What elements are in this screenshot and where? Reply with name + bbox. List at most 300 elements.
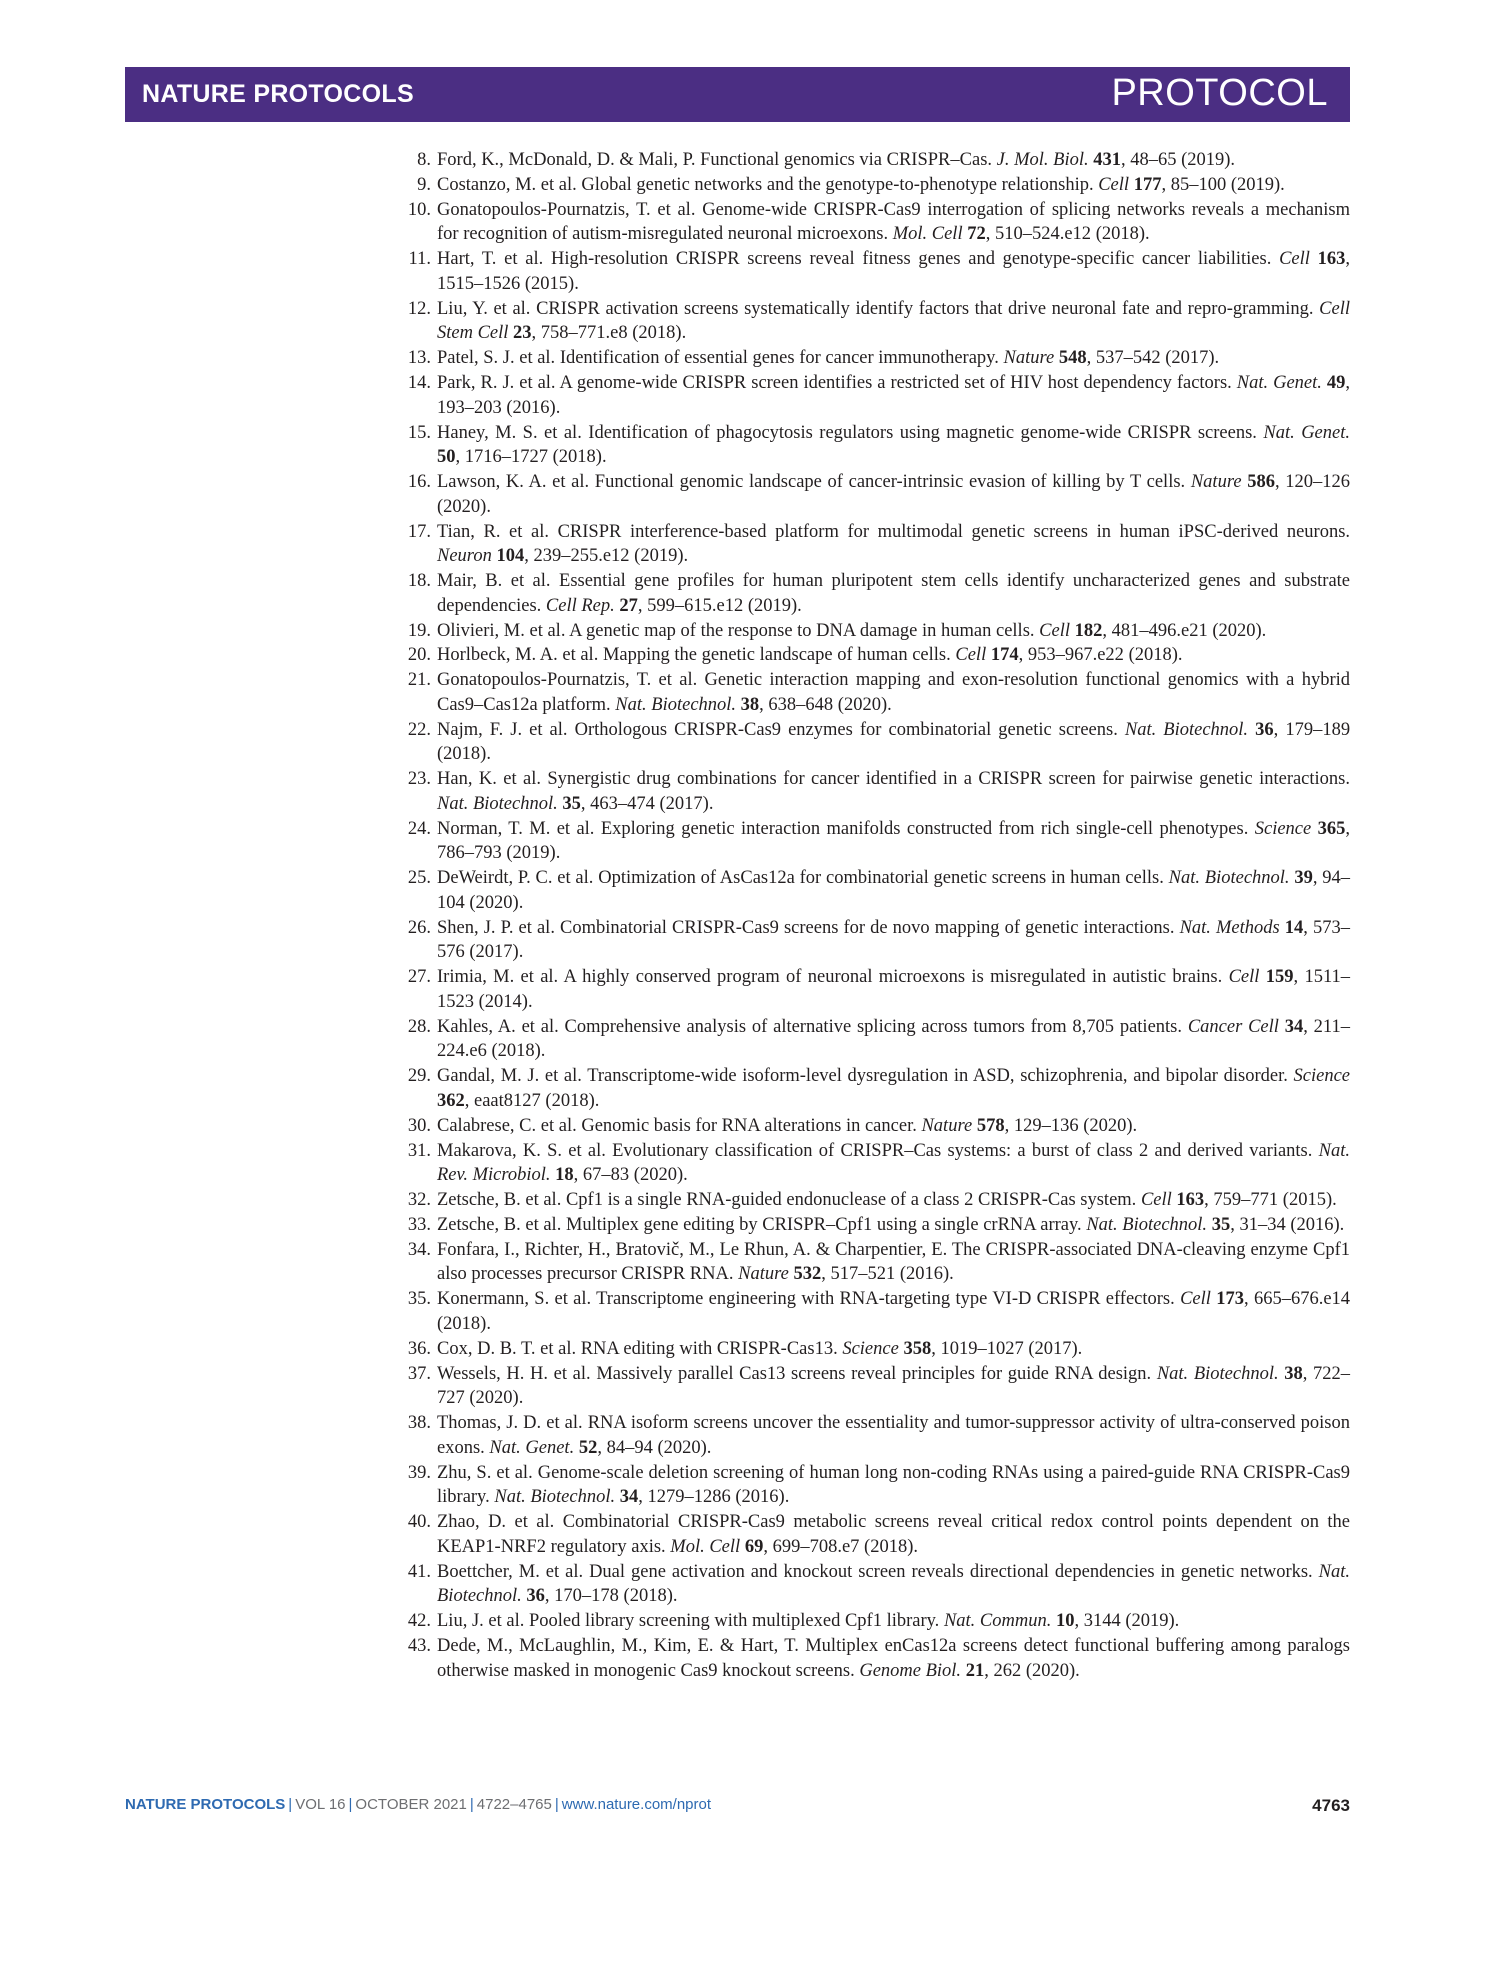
reference-year: (2014). [478, 991, 533, 1012]
reference-year: (2020). [657, 1437, 712, 1458]
reference-title: Transcriptome engineering with RNA-targeting type VI-D CRISPR effectors. [596, 1289, 1175, 1310]
reference-year: (2019). [1181, 150, 1236, 170]
reference-item: 8. Ford, K., McDonald, D. & Mali, P. Functional genomics via CRISPR–Cas. J. Mol. Biol. 431, 48–65 (2019). [411, 148, 1350, 173]
reference-title: A genetic map of the response to DNA damage in human cells. [569, 620, 1035, 641]
reference-number: 35. [407, 1289, 431, 1310]
reference-number: 28. [407, 1016, 431, 1037]
reference-volume: 163 [1176, 1190, 1205, 1211]
reference-number: 11. [408, 249, 431, 270]
reference-number: 12. [407, 298, 431, 319]
reference-authors: Cox, D. B. T. et al. [437, 1338, 577, 1359]
reference-volume: 10 [1055, 1611, 1075, 1632]
reference-pages: 953–967.e22 [1027, 645, 1124, 666]
reference-volume: 532 [793, 1264, 822, 1285]
reference-year: (2017). [1165, 348, 1220, 369]
reference-journal: Nat. Biotechnol. [437, 793, 558, 814]
reference-volume: 34 [1284, 1016, 1304, 1037]
reference-journal: Cell [1279, 249, 1310, 270]
reference-number: 23. [407, 769, 431, 790]
reference-item: 27. Irimia, M. et al. A highly conserved program of neuronal microexons is misregulated in autistic brains. Cell 159, 1511–1523 (2014). [411, 965, 1350, 1014]
reference-journal: Science [1254, 818, 1312, 839]
reference-pages: 179–189 [1285, 719, 1351, 740]
reference-authors: Wessels, H. H. et al. [437, 1363, 591, 1384]
reference-item: 23. Han, K. et al. Synergistic drug combinations for cancer identified in a CRISPR screen for pairwise genetic interactions. Nat. Biotechnol. 35, 463–474 (2017). [411, 767, 1350, 816]
reference-number: 15. [407, 422, 431, 443]
reference-pages: 3144 [1083, 1611, 1121, 1632]
reference-authors: Makarova, K. S. et al. [437, 1140, 606, 1161]
reference-authors: Costanzo, M. et al. [437, 174, 577, 195]
footer-separator: | [469, 1796, 474, 1813]
reference-volume: 36 [1255, 719, 1274, 740]
reference-volume: 35 [1211, 1214, 1231, 1235]
header-bar [125, 67, 1350, 122]
reference-authors: Shen, J. P. et al. [437, 917, 555, 938]
reference-year: (2017). [659, 793, 714, 814]
reference-title: Essential gene profiles for human pluripotent stem cells identify uncharacterized genes and substrate dependencies. [437, 571, 1351, 616]
reference-number: 24. [407, 818, 431, 839]
reference-pages: 84–94 [606, 1437, 653, 1458]
reference-journal: Nat. Biotechnol. [1168, 868, 1290, 889]
reference-item: 37. Wessels, H. H. et al. Massively parallel Cas13 screens reveal principles for guide RNA design. Nat. Biotechnol. 38, 722–727 (2020). [411, 1362, 1350, 1411]
reference-pages: 1515–1526 [437, 273, 521, 294]
reference-volume: 36 [526, 1586, 545, 1607]
reference-pages: 537–542 [1095, 348, 1161, 369]
reference-volume: 39 [1294, 868, 1313, 889]
reference-title: RNA editing with CRISPR-Cas13. [580, 1338, 838, 1359]
reference-authors: Lawson, K. A. et al. [437, 472, 590, 493]
reference-pages: 211–224.e6 [437, 1016, 1350, 1062]
reference-item: 41. Boettcher, M. et al. Dual gene activation and knockout screen reveals directional dependencies in genetic networks. Nat. Biotechnol. 36, 170–178 (2018). [411, 1560, 1350, 1609]
reference-authors: Liu, J. et al. [437, 1611, 525, 1632]
reference-pages: 1279–1286 [647, 1487, 731, 1508]
reference-year: (2017). [1028, 1338, 1083, 1359]
reference-volume: 35 [562, 793, 581, 814]
reference-item: 9. Costanzo, M. et al. Global genetic networks and the genotype-to-phenotype relationship. Cell 177, 85–100 (2019). [411, 173, 1350, 198]
reference-authors: Mair, B. et al. [437, 571, 551, 592]
footer-pages: 4722–4765 [476, 1796, 552, 1813]
reference-item: 25. DeWeirdt, P. C. et al. Optimization of AsCas12a for combinatorial genetic screens in human cells. Nat. Biotechnol. 39, 94–104 (2020). [411, 866, 1350, 915]
reference-authors: Gonatopoulos-Pournatzis, T. et al. [437, 670, 698, 691]
reference-title: Transcriptome-wide isoform-level dysregulation in ASD, schizophrenia, and bipolar disorder. [587, 1066, 1288, 1087]
reference-journal: Cell Rep. [545, 595, 615, 616]
reference-item: 24. Norman, T. M. et al. Exploring genetic interaction manifolds constructed from rich single-cell phenotypes. Science 365, 786–793 (2019). [411, 817, 1350, 866]
reference-year: (2018). [552, 447, 607, 468]
reference-number: 31. [407, 1140, 431, 1161]
reference-volume: 52 [578, 1437, 598, 1458]
journal-name: NATURE PROTOCOLS [142, 80, 414, 108]
reference-title: Dual gene activation and knockout screen reveals directional dependencies in genetic networks. [589, 1561, 1313, 1582]
reference-pages: 1511–1523 [437, 967, 1351, 1012]
reference-pages: 262 [993, 1660, 1022, 1681]
reference-authors: Thomas, J. D. et al. [437, 1413, 583, 1434]
reference-journal: Nat. Commun. [943, 1611, 1052, 1632]
reference-volume: 34 [619, 1487, 639, 1508]
reference-authors: Norman, T. M. et al. [437, 818, 595, 839]
reference-journal: Nat. Biotechnol. [1124, 719, 1249, 740]
reference-authors: DeWeirdt, P. C. et al. [437, 868, 594, 889]
reference-pages: 94–104 [437, 868, 1351, 913]
reference-title: CRISPR interference-based platform for multimodal genetic screens in human iPSC-derived neurons. [557, 521, 1351, 542]
page-number: 4763 [1312, 1796, 1350, 1815]
reference-volume: 586 [1247, 472, 1275, 493]
reference-number: 21. [407, 670, 431, 691]
reference-volume: 365 [1317, 818, 1346, 839]
reference-authors: Horlbeck, M. A. et al. [437, 645, 599, 666]
reference-number: 33. [407, 1214, 431, 1235]
reference-item: 40. Zhao, D. et al. Combinatorial CRISPR-Cas9 metabolic screens reveal critical redox control points dependent on the KEAP1-NRF2 regulatory axis. Mol. Cell 69, 699–708.e7 (2018). [411, 1510, 1350, 1559]
reference-title: High-resolution CRISPR screens reveal fitness genes and genotype-specific cancer liabilities. [550, 249, 1272, 270]
reference-authors: Liu, Y. et al. [437, 298, 531, 319]
reference-number: 43. [407, 1636, 431, 1657]
article-type: PROTOCOL [1111, 72, 1328, 114]
reference-volume: 173 [1216, 1289, 1244, 1310]
reference-volume: 358 [903, 1338, 932, 1359]
reference-number: 41. [407, 1561, 431, 1582]
reference-item: 36. Cox, D. B. T. et al. RNA editing with CRISPR-Cas13. Science 358, 1019–1027 (2017). [411, 1337, 1350, 1362]
reference-number: 20. [407, 645, 431, 666]
reference-journal: Neuron [437, 546, 492, 567]
reference-title: Multiplex gene editing by CRISPR–Cpf1 using a single crRNA array. [565, 1214, 1082, 1235]
reference-volume: 69 [744, 1536, 764, 1557]
footer-url-link[interactable]: www.nature.com/nprot [561, 1796, 712, 1813]
reference-volume: 159 [1265, 967, 1294, 988]
reference-journal: Cell [1140, 1190, 1172, 1211]
reference-authors: Park, R. J. et al. [437, 373, 556, 394]
reference-pages: 759–771 [1213, 1190, 1279, 1211]
footer-volume: VOL 16 [295, 1796, 346, 1813]
reference-number: 25. [407, 868, 431, 889]
reference-pages: 120–126 [1285, 472, 1351, 493]
reference-volume: 431 [1093, 150, 1121, 170]
reference-year: (2019). [1125, 1611, 1180, 1632]
reference-title: Combinatorial CRISPR-Cas9 metabolic screens reveal critical redox control points dependent on the KEAP1-NRF2 regulatory axis. [437, 1512, 1351, 1557]
reference-pages: 786–793 [437, 843, 502, 864]
reference-pages: 48–65 [1130, 150, 1177, 170]
reference-item: 33. Zetsche, B. et al. Multiplex gene editing by CRISPR–Cpf1 using a single crRNA array. Nat. Biotechnol. 35, 31–34 (2016). [411, 1213, 1350, 1238]
reference-number: 36. [407, 1338, 431, 1359]
reference-year: (2018). [437, 744, 491, 765]
reference-volume: 38 [740, 694, 760, 715]
reference-year: (2020). [837, 694, 892, 715]
reference-pages: 129–136 [1013, 1115, 1079, 1136]
reference-title: Combinatorial CRISPR-Cas9 screens for de novo mapping of genetic interactions. [560, 917, 1175, 938]
reference-number: 37. [407, 1363, 431, 1384]
reference-item: 20. Horlbeck, M. A. et al. Mapping the genetic landscape of human cells. Cell 174, 953–967.e22 (2018). [411, 643, 1350, 668]
reference-number: 42. [407, 1611, 431, 1632]
reference-year: (2020). [1083, 1115, 1138, 1136]
reference-authors: Boettcher, M. et al. [437, 1561, 584, 1582]
reference-authors: Ford, K., McDonald, D. & Mali, P. [437, 150, 696, 170]
reference-authors: Irimia, M. et al. [437, 967, 559, 988]
reference-year: (2017). [469, 942, 524, 963]
reference-item: 38. Thomas, J. D. et al. RNA isoform screens uncover the essentiality and tumor-suppressor activity of ultra-conserved poison exons. Nat. Genet. 52, 84–94 (2020). [411, 1411, 1350, 1460]
reference-year: (2019). [634, 546, 689, 567]
reference-number: 30. [407, 1115, 431, 1136]
reference-number: 14. [407, 373, 431, 394]
reference-pages: 239–255.e12 [533, 546, 630, 567]
reference-item: 29. Gandal, M. J. et al. Transcriptome-wide isoform-level dysregulation in ASD, schizophrenia, and bipolar disorder. Science 362, eaat8127 (2018). [411, 1064, 1350, 1113]
reference-volume: 21 [965, 1660, 985, 1681]
reference-volume: 578 [976, 1115, 1005, 1136]
reference-authors: Kahles, A. et al. [437, 1016, 559, 1037]
reference-journal: Mol. Cell [892, 224, 963, 245]
reference-pages: 517–521 [830, 1264, 896, 1285]
footer-date: OCTOBER 2021 [355, 1796, 467, 1813]
reference-item: 17. Tian, R. et al. CRISPR interference-based platform for multimodal genetic screens in human iPSC-derived neurons. Neuron 104, 239–255.e12 (2019). [411, 520, 1350, 569]
reference-item: 15. Haney, M. S. et al. Identification of phagocytosis regulators using magnetic genome-wide CRISPR screens. Nat. Genet. 50, 1716–1727 (2018). [411, 421, 1350, 470]
reference-title: Genomic basis for RNA alterations in cancer. [581, 1115, 917, 1136]
reference-year: (2016). [735, 1487, 790, 1508]
reference-volume: 38 [1284, 1363, 1303, 1384]
reference-year: (2018). [632, 323, 687, 344]
reference-journal: Nat. Rev. Microbiol. [437, 1140, 1350, 1186]
reference-journal: Nat. Biotechnol. [437, 1561, 1351, 1607]
reference-list [407, 148, 1351, 1684]
reference-number: 29. [407, 1066, 431, 1087]
reference-item: 10. Gonatopoulos-Pournatzis, T. et al. Genome-wide CRISPR-Cas9 interrogation of splicing networks reveals a mechanism for recognition of autism-misregulated neuronal microexons. Mol. Cell 72, 510–524.e12 (2018). [411, 198, 1350, 247]
reference-number: 39. [407, 1462, 431, 1483]
reference-title: Orthologous CRISPR-Cas9 enzymes for combinatorial genetic screens. [574, 719, 1118, 740]
reference-authors: Zhao, D. et al. [437, 1512, 555, 1533]
reference-journal: Cell [1039, 620, 1070, 641]
reference-journal: Cell [1228, 967, 1260, 988]
reference-number: 40. [407, 1512, 431, 1533]
reference-year: (2018). [864, 1536, 918, 1557]
reference-pages: 481–496.e21 [1111, 620, 1208, 641]
reference-volume: 548 [1058, 348, 1087, 369]
reference-title: The CRISPR-associated DNA-cleaving enzyme Cpf1 also processes precursor CRISPR RNA. [437, 1239, 1350, 1285]
footer-separator: | [288, 1796, 293, 1813]
reference-title: Synergistic drug combinations for cancer identified in a CRISPR screen for pairwise genetic interactions. [547, 769, 1351, 790]
reference-pages: 665–676.e14 [1253, 1289, 1351, 1310]
reference-authors: Zhu, S. et al. [437, 1462, 533, 1483]
reference-authors: Olivieri, M. et al. [437, 620, 566, 641]
reference-number: 38. [407, 1413, 431, 1434]
reference-pages: 722–727 [437, 1363, 1351, 1409]
reference-authors: Najm, F. J. et al. [437, 719, 568, 740]
reference-volume: 182 [1074, 620, 1103, 641]
reference-year: (2018). [1095, 224, 1150, 245]
reference-pages: 31–34 [1239, 1214, 1286, 1235]
reference-year: (2018). [437, 1313, 491, 1334]
reference-journal: Nat. Biotechnol. [615, 694, 737, 715]
reference-title: Functional genomic landscape of cancer-intrinsic evasion of killing by T cells. [594, 472, 1186, 493]
reference-title: Identification of phagocytosis regulators using magnetic genome-wide CRISPR screens. [588, 422, 1257, 443]
reference-title: Evolutionary classification of CRISPR–Cas systems: a burst of class 2 and derived variants. [612, 1140, 1313, 1161]
reference-title: Genetic interaction mapping and exon-resolution functional genomics with a hybrid Cas9–Cas12a platform. [437, 670, 1350, 715]
reference-volume: 163 [1317, 249, 1346, 270]
reference-item: 11. Hart, T. et al. High-resolution CRISPR screens reveal fitness genes and genotype-specific cancer liabilities. Cell 163, 1515–1526 (2015). [411, 247, 1350, 296]
reference-authors: Calabrese, C. et al. [437, 1115, 577, 1136]
reference-number: 9. [417, 174, 431, 195]
reference-journal: Cell Stem Cell [437, 298, 1351, 344]
reference-pages: 1019–1027 [940, 1338, 1024, 1359]
reference-number: 13. [407, 348, 431, 369]
reference-journal: J. Mol. Biol. [996, 150, 1089, 170]
reference-pages: 463–474 [590, 793, 655, 814]
reference-item: 31. Makarova, K. S. et al. Evolutionary classification of CRISPR–Cas systems: a burst of class 2 and derived variants. Nat. Rev. Microbiol. 18, 67–83 (2020). [411, 1139, 1350, 1188]
reference-year: (2018). [491, 1041, 546, 1062]
reference-item: 21. Gonatopoulos-Pournatzis, T. et al. Genetic interaction mapping and exon-resolution functional genomics with a hybrid Cas9–Cas12a platform. Nat. Biotechnol. 38, 638–648 (2020). [411, 668, 1350, 717]
footer-separator: | [554, 1796, 559, 1813]
reference-number: 19. [407, 620, 431, 641]
reference-item: 22. Najm, F. J. et al. Orthologous CRISPR-Cas9 enzymes for combinatorial genetic screens. Nat. Biotechnol. 36, 179–189 (2018). [411, 718, 1350, 767]
reference-volume: 23 [513, 323, 532, 344]
reference-journal: Science [1293, 1066, 1351, 1087]
reference-item: 42. Liu, J. et al. Pooled library screening with multiplexed Cpf1 library. Nat. Commun. 10, 3144 (2019). [411, 1609, 1350, 1634]
reference-title: Pooled library screening with multiplexed Cpf1 library. [528, 1611, 940, 1632]
reference-volume: 18 [555, 1165, 574, 1186]
reference-volume: 177 [1133, 174, 1162, 195]
reference-journal: Nature [921, 1115, 973, 1136]
reference-volume: 72 [967, 224, 986, 245]
reference-journal: Science [842, 1338, 899, 1359]
reference-journal: Cell [955, 645, 987, 666]
reference-year: (2020). [1212, 620, 1267, 641]
reference-item: 16. Lawson, K. A. et al. Functional genomic landscape of cancer-intrinsic evasion of killing by T cells. Nature 586, 120–126 (2020). [411, 470, 1350, 519]
reference-number: 22. [407, 719, 431, 740]
reference-pages: 573–576 [437, 917, 1350, 963]
reference-number: 8. [417, 150, 431, 170]
reference-title: Cpf1 is a single RNA-guided endonuclease of a class 2 CRISPR-Cas system. [565, 1190, 1137, 1211]
reference-pages: 67–83 [582, 1165, 630, 1186]
reference-journal: Cancer Cell [1187, 1016, 1279, 1037]
reference-journal: Nat. Genet. [1263, 422, 1350, 443]
reference-item: 30. Calabrese, C. et al. Genomic basis for RNA alterations in cancer. Nature 578, 129–136 (2020). [411, 1114, 1350, 1139]
reference-pages: 193–203 [437, 397, 502, 418]
reference-journal: Nat. Methods [1179, 917, 1280, 938]
reference-volume: 49 [1326, 373, 1346, 394]
reference-year: (2020). [633, 1165, 688, 1186]
reference-authors: Haney, M. S. et al. [437, 422, 582, 443]
reference-title: Mapping the genetic landscape of human cells. [602, 645, 951, 666]
reference-year: (2016). [899, 1264, 954, 1285]
reference-volume: 27 [619, 595, 638, 616]
reference-authors: Zetsche, B. et al. [437, 1214, 562, 1235]
reference-number: 34. [407, 1239, 431, 1260]
reference-year: (2018). [545, 1090, 600, 1111]
reference-journal: Nat. Genet. [1236, 373, 1322, 394]
reference-number: 10. [407, 199, 431, 220]
reference-journal: Nat. Biotechnol. [1156, 1363, 1279, 1384]
reference-title: Genome-wide CRISPR-Cas9 interrogation of splicing networks reveals a mechanism for recognition of autism-misregulated neuronal microexons. [437, 199, 1351, 245]
reference-title: Identification of essential genes for cancer immunotherapy. [559, 348, 999, 369]
reference-item: 12. Liu, Y. et al. CRISPR activation screens systematically identify factors that drive neuronal fate and repro-gramming. Cell Stem Cell 23, 758–771.e8 (2018). [411, 297, 1350, 346]
reference-year: (2020). [437, 496, 491, 517]
reference-journal: Nat. Genet. [489, 1437, 575, 1458]
reference-journal: Mol. Cell [670, 1536, 741, 1557]
reference-pages: 170–178 [554, 1586, 619, 1607]
reference-authors: Han, K. et al. [437, 769, 541, 790]
reference-pages: 85–100 [1170, 174, 1227, 195]
reference-item: 13. Patel, S. J. et al. Identification of essential genes for cancer immunotherapy. Nature 548, 537–542 (2017). [411, 346, 1350, 371]
reference-journal: Nature [1190, 472, 1242, 493]
reference-pages: 510–524.e12 [994, 224, 1092, 245]
reference-item: 34. Fonfara, I., Richter, H., Bratovič, M., Le Rhun, A. & Charpentier, E. The CRISPR-associated DNA-cleaving enzyme Cpf1 also processes precursor CRISPR RNA. Nature 532, 517–521 (2016). [411, 1238, 1350, 1287]
reference-journal: Nature [738, 1264, 789, 1285]
reference-year: (2015). [524, 273, 579, 294]
reference-title: Multiplex enCas12a screens detect functional buffering among paralogs otherwise masked in monogenic Cas9 knockout screens. [437, 1636, 1351, 1681]
reference-year: (2018). [1128, 645, 1183, 666]
reference-journal: Genome Biol. [859, 1660, 962, 1681]
reference-year: (2020). [1025, 1660, 1080, 1681]
reference-title: Exploring genetic interaction manifolds constructed from rich single-cell phenotypes. [600, 818, 1249, 839]
reference-pages: 1716–1727 [464, 447, 548, 468]
reference-title: Global genetic networks and the genotype-to-phenotype relationship. [581, 174, 1094, 195]
reference-volume: 104 [496, 546, 525, 567]
reference-item: 18. Mair, B. et al. Essential gene profiles for human pluripotent stem cells identify uncharacterized genes and substrate dependencies. Cell Rep. 27, 599–615.e12 (2019). [411, 569, 1350, 618]
reference-authors: Dede, M., McLaughlin, M., Kim, E. & Hart, T. [437, 1636, 799, 1657]
reference-pages: eaat8127 [474, 1090, 541, 1111]
reference-number: 16. [407, 472, 431, 493]
reference-title: Functional genomics via CRISPR–Cas. [700, 150, 993, 170]
reference-year: (2019). [506, 843, 561, 864]
reference-pages: 638–648 [768, 694, 834, 715]
reference-year: (2018). [623, 1586, 678, 1607]
reference-item: 39. Zhu, S. et al. Genome-scale deletion screening of human long non-coding RNAs using a paired-guide RNA CRISPR-Cas9 library. Nat. Biotechnol. 34, 1279–1286 (2016). [411, 1461, 1350, 1510]
reference-title: RNA isoform screens uncover the essentiality and tumor-suppressor activity of ultra-conserved poison exons. [437, 1413, 1351, 1458]
reference-authors: Konermann, S. et al. [437, 1289, 592, 1310]
reference-title: CRISPR activation screens systematically identify factors that drive neuronal fate and repro-gramming. [536, 298, 1314, 319]
reference-authors: Fonfara, I., Richter, H., Bratovič, M., Le Rhun, A. & Charpentier, E. [437, 1239, 948, 1260]
reference-authors: Patel, S. J. et al. [437, 348, 556, 369]
reference-year: (2019). [1230, 174, 1285, 195]
reference-journal: Cell [1180, 1289, 1211, 1310]
reference-authors: Hart, T. et al. [437, 249, 544, 270]
page-footer [125, 1796, 1350, 1820]
reference-pages: 758–771.e8 [540, 323, 628, 344]
reference-title: A genome-wide CRISPR screen identifies a restricted set of HIV host dependency factors. [559, 373, 1232, 394]
reference-item: 32. Zetsche, B. et al. Cpf1 is a single RNA-guided endonuclease of a class 2 CRISPR-Cas system. Cell 163, 759–771 (2015). [411, 1188, 1350, 1213]
reference-number: 32. [407, 1190, 431, 1211]
reference-title: Massively parallel Cas13 screens reveal principles for guide RNA design. [596, 1363, 1152, 1384]
reference-year: (2020). [469, 1388, 524, 1409]
footer-separator: | [348, 1796, 353, 1813]
reference-item: 43. Dede, M., McLaughlin, M., Kim, E. & Hart, T. Multiplex enCas12a screens detect functional buffering among paralogs otherwise masked in monogenic Cas9 knockout screens. Genome Biol. 21, 262 (2020). [411, 1634, 1350, 1683]
reference-year: (2020). [469, 892, 524, 913]
reference-number: 27. [407, 967, 431, 988]
reference-year: (2016). [506, 397, 561, 418]
reference-title: A highly conserved program of neuronal microexons is misregulated in autistic brains. [563, 967, 1223, 988]
reference-item: 35. Konermann, S. et al. Transcriptome engineering with RNA-targeting type VI-D CRISPR effectors. Cell 173, 665–676.e14 (2018). [411, 1287, 1350, 1336]
reference-journal: Cell [1098, 174, 1130, 195]
reference-journal: Nat. Biotechnol. [494, 1487, 616, 1508]
reference-authors: Tian, R. et al. [437, 521, 549, 542]
reference-title: Optimization of AsCas12a for combinatorial genetic screens in human cells. [598, 868, 1164, 889]
reference-title: Genome-scale deletion screening of human long non-coding RNAs using a paired-guide RNA CRISPR-Cas9 library. [437, 1462, 1351, 1508]
reference-volume: 174 [990, 645, 1019, 666]
reference-item: 28. Kahles, A. et al. Comprehensive analysis of alternative splicing across tumors from 8,705 patients. Cancer Cell 34, 211–224.e6 (2018). [411, 1015, 1350, 1064]
reference-pages: 599–615.e12 [647, 595, 744, 616]
reference-authors: Zetsche, B. et al. [437, 1190, 562, 1211]
reference-item: 14. Park, R. J. et al. A genome-wide CRISPR screen identifies a restricted set of HIV host dependency factors. Nat. Genet. 49, 193–203 (2016). [411, 371, 1350, 420]
reference-year: (2015). [1282, 1190, 1337, 1211]
reference-title: Comprehensive analysis of alternative splicing across tumors from 8,705 patients. [564, 1016, 1182, 1037]
reference-journal: Nat. Biotechnol. [1086, 1214, 1208, 1235]
reference-item: 19. Olivieri, M. et al. A genetic map of the response to DNA damage in human cells. Cell 182, 481–496.e21 (2020). [411, 619, 1350, 644]
reference-item: 26. Shen, J. P. et al. Combinatorial CRISPR-Cas9 screens for de novo mapping of genetic interactions. Nat. Methods 14, 573–576 (2017). [411, 916, 1350, 965]
reference-year: (2016). [1290, 1214, 1345, 1235]
reference-pages: 699–708.e7 [772, 1536, 860, 1557]
reference-year: (2019). [747, 595, 802, 616]
reference-number: 18. [407, 571, 431, 592]
footer-journal: NATURE PROTOCOLS [125, 1796, 286, 1813]
reference-volume: 362 [437, 1090, 465, 1111]
reference-journal: Nature [1003, 348, 1055, 369]
reference-number: 26. [407, 917, 431, 938]
reference-authors: Gandal, M. J. et al. [437, 1066, 582, 1087]
reference-number: 17. [407, 521, 431, 542]
